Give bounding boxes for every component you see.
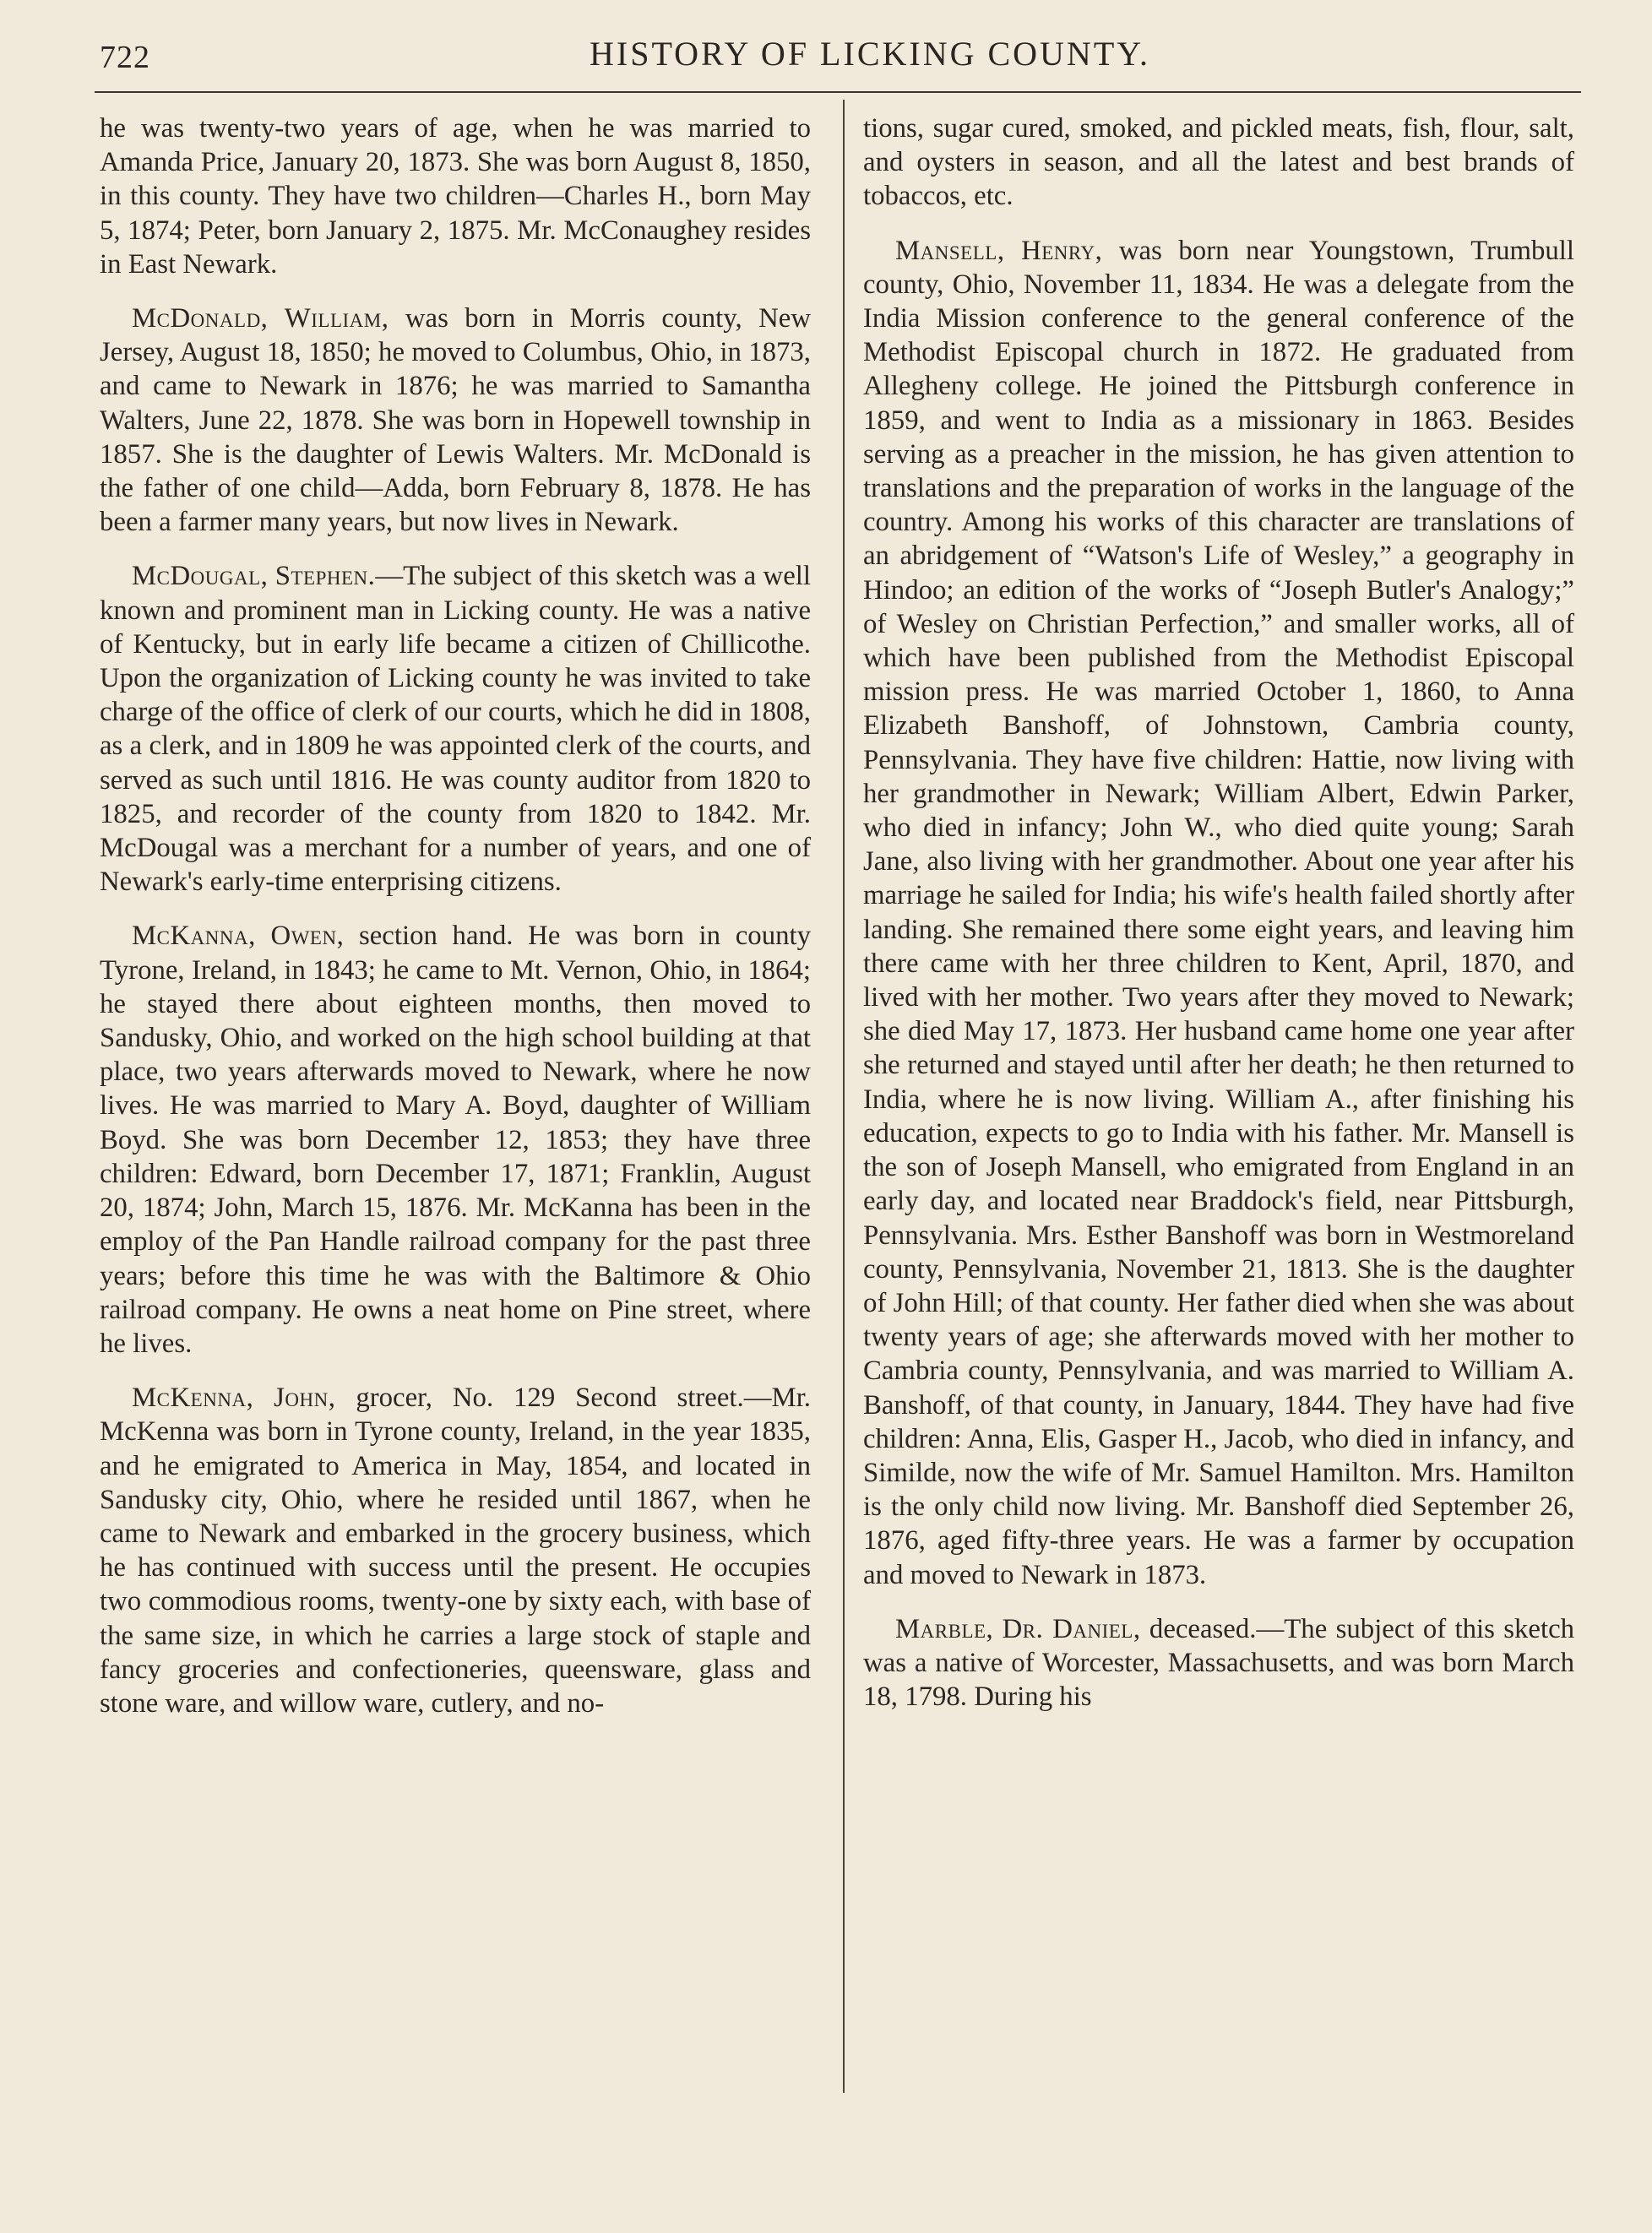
entry-given-name: Stephen.	[274, 561, 376, 592]
entry-text: —The subject of this sketch was a well known and prominent man in Licking county. He was a native of Kentucky, but in early life became a citizen of Chillicothe. Upon the organization of Licking county he was invited to take charge of the office of clerk of our courts, which he did in 1808, as a clerk, and in 1809 he was appointed clerk of the courts, and served as such until 1816. He was county auditor from 1820 to 1825, and recorder of the county from 1820 to 1842. Mr. McDougal was a merchant for a number of years, and one of Newark's early-time enterprising citizens.	[100, 561, 811, 898]
entry-paragraph	[100, 302, 811, 539]
entry-text: was born in Morris county, New Jersey, August 18, 1850; he moved to Columbus, Ohio, in 1873, and came to Newark in 1876; he was married to Samantha Walters, June 22, 1878. She was born in Hopewell township in 1857. She is the daughter of Lewis Walters. Mr. McDonald is the father of one child—Adda, born February 8, 1878. He has been a farmer many years, but now lives in Newark.	[100, 303, 812, 538]
entry-text: section hand. He was born in county Tyrone, Ireland, in 1843; he came to Mt. Vernon, Ohio, in 1864; he stayed there about eighteen months, then moved to Sandusky, Ohio, and worked on the high school building at that place, two years afterwards moved to Newark, where he now lives. He was married to Mary A. Boyd, daughter of William Boyd. She was born December 12, 1853; they have three children: Edward, born December 17, 1871; Franklin, August 20, 1874; John, March 15, 1876. Mr. McKanna has been in the employ of the Pan Handle railroad company for the past three years; before this time he was with the Baltimore & Ohio railroad company. He owns a neat home on Pine street, where he lives.	[100, 921, 812, 1359]
entry-paragraph	[100, 111, 811, 281]
running-title: HISTORY OF LICKING COUNTY.	[590, 35, 1150, 73]
entry-surname: Mansell,	[895, 235, 1005, 266]
entry-paragraph	[863, 111, 1574, 214]
entry-surname: McKanna,	[132, 921, 256, 952]
entry-surname: Marble,	[895, 1613, 994, 1644]
entry-text: he was twenty-two years of age, when he was married to Amanda Price, January 20, 1873. She was born August 8, 1850, in this county. They have two children—Charles H., born May 5, 1874; Peter, born January 2, 1875. Mr. McConaughey resides in East Newark.	[100, 113, 811, 280]
entry-given-name: Owen,	[270, 921, 345, 952]
entry-paragraph	[100, 1381, 811, 1720]
entry-given-name: Henry,	[1021, 235, 1103, 266]
right-column	[863, 111, 1574, 1734]
entry-paragraph	[863, 234, 1574, 1592]
page-number: 722	[100, 40, 150, 75]
entry-text: deceased.—The subject of this sketch was a native of Worcester, Massachusetts, and was born March 18, 1798. During his	[863, 1613, 1575, 1713]
entry-given-name: John,	[274, 1383, 336, 1414]
entry-text: grocer, No. 129 Second street.—Mr. McKenna was born in Tyrone county, Ireland, in the year 1835, and he emigrated to America in May, 1854, and located in Sandusky city, Ohio, where he resided until 1867, when he came to Newark and embarked in the grocery business, which he has continued with success until the present. He occupies two commodious rooms, twenty-one by sixty each, with base of the same size, in which he carries a large stock of staple and fancy groceries and confectioneries, queensware, glass and stone ware, and willow ware, cutlery, and no-	[100, 1383, 812, 1719]
entry-surname: McDonald,	[132, 303, 269, 334]
entry-text: was born near Youngstown, Trumbull county, Ohio, November 11, 1834. He was a delegate from the India Mission conference to the general conference of the Methodist Episcopal church in 1872. He graduated from Allegheny college. He joined the Pittsburgh conference in 1859, and went to India as a missionary in 1863. Besides serving as a preacher in the mission, he has given attention to translations and the preparation of works in the language of the country. Among his works of this character are translations of an abridgement of “Watson's Life of Wesley,” a geography in Hindoo; an edition of the works of “Joseph Butler's Analogy;” of Wesley on Christian Perfection,” and smaller works, all of which have been published from the Methodist Episcopal mission press. He was married October 1, 1860, to Anna Elizabeth Banshoff, of Johnstown, Cambria county, Pennsylvania. They have five children: Hattie, now living with her grandmother in Newark; William Albert, Edwin Parker, who died in infancy; John W., who died quite young; Sarah Jane, also living with her grandmother. About one year after his marriage he sailed for India; his wife's health failed shortly after landing. She remained there some eight years, and leaving him there came with her three children to Kent, April, 1870, and lived with her mother. Two years after they moved to Newark; she died May 17, 1873. Her husband came home one year after she returned and stayed until after her death; he then returned to India, where he is now living. William A., after finishing his education, expects to go to India with his father. Mr. Mansell is the son of Joseph Mansell, who emigrated from England in an early day, and located near Braddock's field, near Pittsburgh, Pennsylvania. Mrs. Esther Banshoff was born in Westmoreland county, Pennsylvania, November 21, 1813. She is the daughter of John Hill; of that county. Her father died when she was about twenty years of age; she afterwards moved with her mother to Cambria county, Pennsylvania, and was married to William A. Banshoff, of that county, in January, 1844. They have had five children: Anna, Elis, Gasper H., Jacob, who died in infancy, and Similde, now the wife of Mr. Samuel Hamilton. Mrs. Hamilton is the only child now living. Mr. Banshoff died September 26, 1876, aged fifty-three years. He was a farmer by occupation and moved to Newark in 1873.	[863, 235, 1575, 1590]
page-header	[0, 0, 1652, 110]
entry-given-name: William,	[284, 303, 389, 334]
entry-surname: McKenna,	[132, 1383, 254, 1414]
left-column	[100, 111, 811, 1741]
entry-paragraph	[100, 559, 811, 899]
column-divider	[843, 100, 845, 2093]
header-rule	[95, 91, 1581, 93]
entry-surname: McDougal,	[132, 561, 269, 592]
entry-given-name: Dr. Daniel,	[1002, 1613, 1141, 1644]
entry-text: tions, sugar cured, smoked, and pickled meats, fish, flour, salt, and oysters in season, and all the latest and best brands of tobaccos, etc.	[863, 113, 1574, 212]
entry-paragraph	[863, 1612, 1574, 1714]
entry-paragraph	[100, 919, 811, 1361]
